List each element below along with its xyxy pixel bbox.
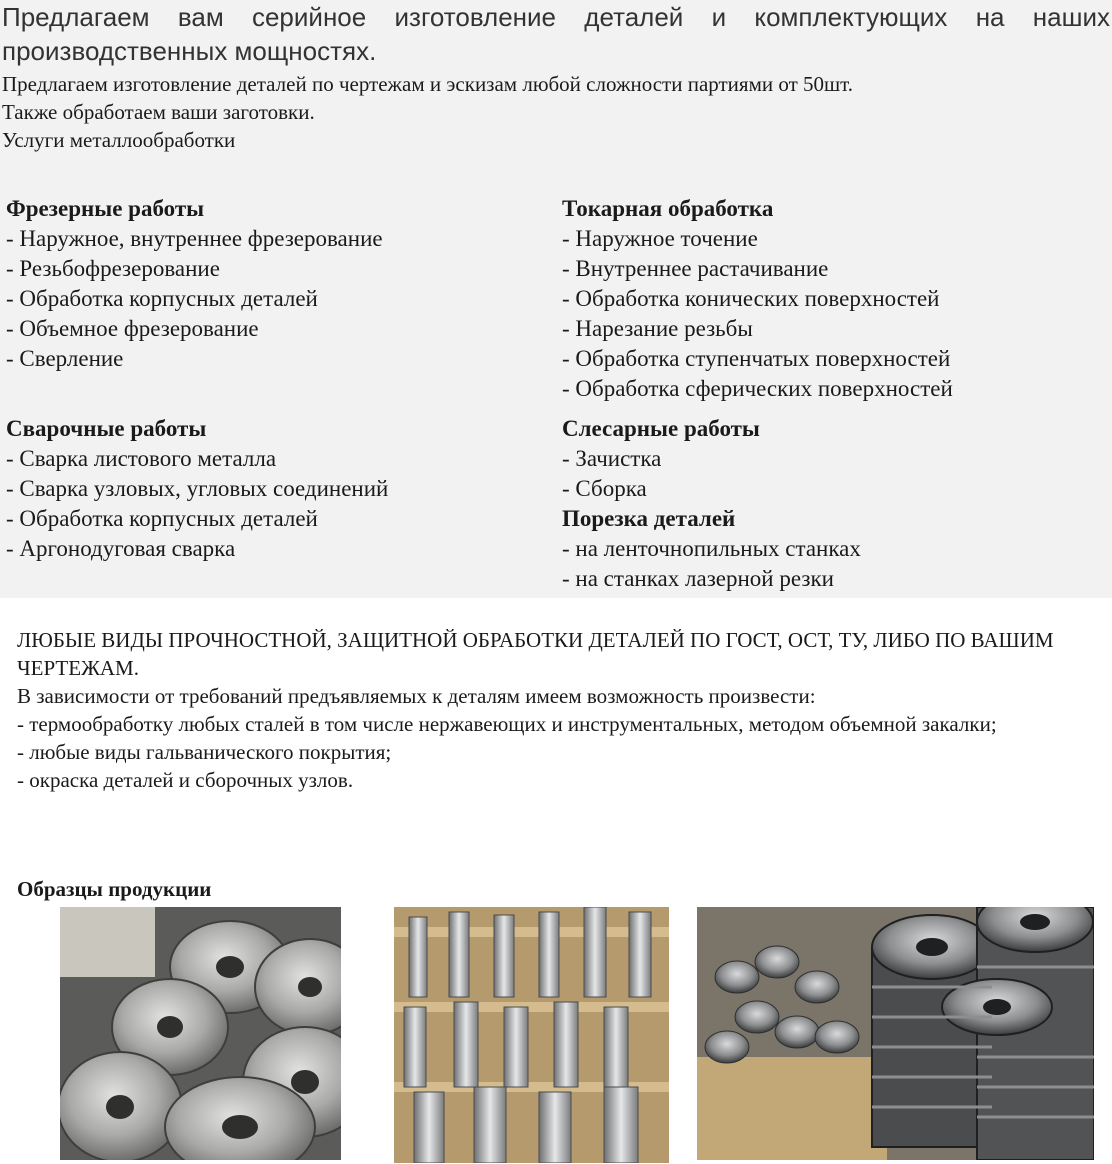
turning-section [562, 194, 953, 404]
welding-section [6, 414, 388, 564]
milling-title: Фрезерные работы [6, 196, 205, 221]
locksmith-item: - Зачистка [562, 446, 662, 471]
turning-title: Токарная обработка [562, 196, 774, 221]
cutting-item: - на ленточнопильных станках [562, 536, 861, 561]
milling-item: - Обработка корпусных деталей [6, 286, 318, 311]
product-photo-pulleys [697, 907, 1094, 1160]
turning-item: - Обработка сферических поверхностей [562, 376, 953, 401]
intro-line: Услуги металлообработки [2, 128, 236, 152]
treatment-block [17, 626, 1087, 794]
treatment-line: В зависимости от требований предъявляемых к деталям имеем возможность произвести: [17, 684, 816, 708]
locksmith-cutting-section [562, 414, 861, 594]
turning-item: - Наружное точение [562, 226, 758, 251]
welding-title: Сварочные работы [6, 416, 207, 441]
intro-line: Предлагаем изготовление деталей по чертежам и эскизам любой сложности партиями от 50шт. [2, 72, 854, 96]
treatment-line: - любые виды гальванического покрытия; [17, 740, 392, 764]
locksmith-item: - Сборка [562, 476, 647, 501]
treatment-line: - термообработку любых сталей в том числе нержавеющих и инструментальных, методом объемной закалки; [17, 712, 997, 736]
treatment-line: - окраска деталей и сборочных узлов. [17, 768, 354, 792]
milling-item: - Сверление [6, 346, 124, 371]
turning-item: - Внутреннее растачивание [562, 256, 829, 281]
product-photo-flanges [60, 907, 341, 1160]
turning-item: - Нарезание резьбы [562, 316, 753, 341]
welding-item: - Обработка корпусных деталей [6, 506, 318, 531]
headline: Предлагаем вам серийное изготовление деталей и комплектующих на наших производственных мощностях. [2, 2, 1110, 66]
milling-item: - Наружное, внутреннее фрезерование [6, 226, 383, 251]
welding-item: - Аргонодуговая сварка [6, 536, 236, 561]
cutting-title: Порезка деталей [562, 506, 736, 531]
product-photo-shafts [394, 907, 669, 1163]
intro-block [2, 70, 853, 154]
intro-line: Также обработаем ваши заготовки. [2, 100, 315, 124]
milling-section [6, 194, 383, 374]
cutting-item: - на станках лазерной резки [562, 566, 834, 591]
welding-item: - Сварка узловых, угловых соединений [6, 476, 389, 501]
locksmith-title: Слесарные работы [562, 416, 760, 441]
turning-item: - Обработка конических поверхностей [562, 286, 940, 311]
welding-item: - Сварка листового металла [6, 446, 277, 471]
milling-item: - Объемное фрезерование [6, 316, 259, 341]
samples-title: Образцы продукции [17, 877, 212, 901]
turning-item: - Обработка ступенчатых поверхностей [562, 346, 951, 371]
milling-item: - Резьбофрезерование [6, 256, 220, 281]
treatment-caps: ЛЮБЫЕ ВИДЫ ПРОЧНОСТНОЙ, ЗАЩИТНОЙ ОБРАБОТКИ ДЕТАЛЕЙ ПО ГОСТ, ОСТ, ТУ, ЛИБО ПО ВАШИМ ЧЕРТЕЖАМ. [17, 628, 1054, 680]
